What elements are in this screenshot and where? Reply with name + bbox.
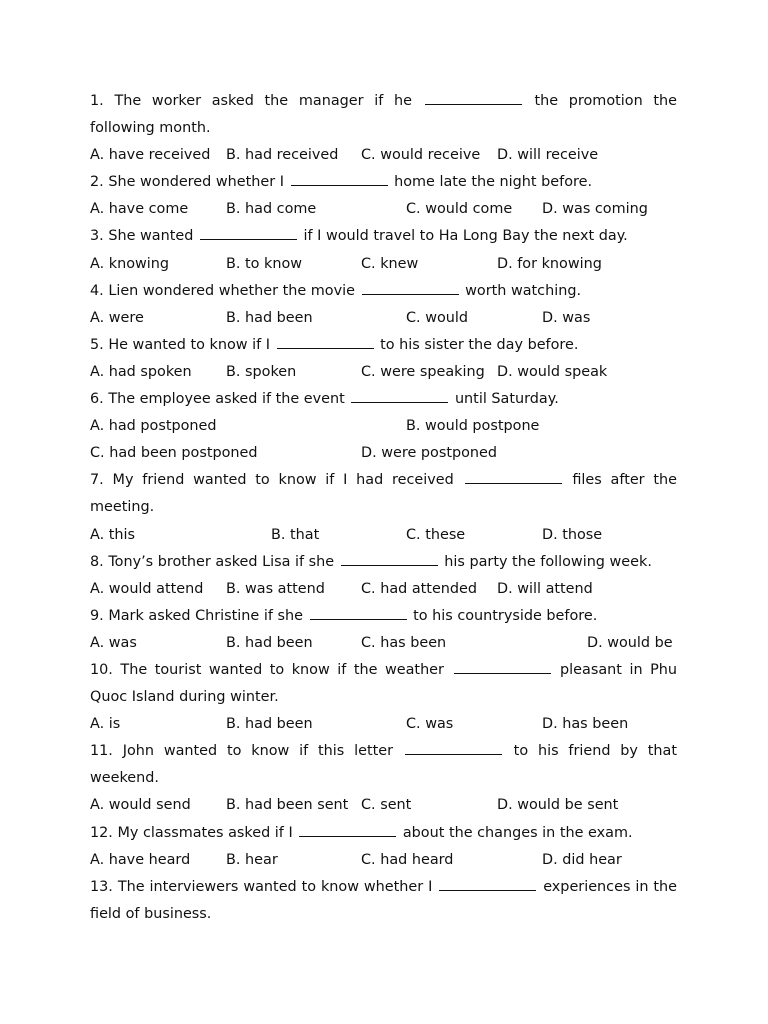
question-text-after: files after the meeting. xyxy=(90,472,678,516)
option-c[interactable]: C. sent xyxy=(361,797,412,814)
option-b[interactable]: B. had received xyxy=(226,147,339,164)
option-d[interactable]: D. those xyxy=(542,526,603,543)
options-10 xyxy=(90,711,677,738)
question-9 xyxy=(90,603,677,630)
question-text-after: to his countryside before. xyxy=(413,607,598,624)
option-c[interactable]: C. had heard xyxy=(361,851,454,868)
options-8 xyxy=(90,576,677,603)
question-text-after: until Saturday. xyxy=(454,391,559,408)
options-1 xyxy=(90,142,677,169)
option-b[interactable]: B. to know xyxy=(226,255,303,272)
option-d[interactable]: D. was xyxy=(542,309,591,326)
option-d[interactable]: D. would be xyxy=(587,634,673,651)
question-text-before: Tony’s brother asked Lisa if she xyxy=(108,553,335,570)
question-12 xyxy=(90,820,677,847)
question-text-after: home late the night before. xyxy=(394,174,593,191)
option-a[interactable]: A. had spoken xyxy=(90,363,192,380)
question-text-after: pleasant in Phu Quoc Island during winter. xyxy=(90,661,678,706)
option-c[interactable]: C. would come xyxy=(406,201,513,218)
question-text-before: The tourist wanted to know if the weather xyxy=(120,661,444,678)
question-text-after: his party the following week. xyxy=(444,553,652,570)
option-a[interactable]: A. was xyxy=(90,634,137,651)
option-d[interactable]: D. was coming xyxy=(542,201,648,218)
question-text-after: the promotion the following month. xyxy=(90,93,678,137)
options-7 xyxy=(90,522,677,549)
question-13 xyxy=(90,874,677,928)
question-text-before: Lien wondered whether the movie xyxy=(108,282,355,299)
option-d[interactable]: D. will receive xyxy=(497,147,599,164)
question-text-before: She wondered whether I xyxy=(108,174,284,191)
option-c[interactable]: C. were speaking xyxy=(361,363,485,380)
options-3 xyxy=(90,251,677,278)
option-c[interactable]: C. had attended xyxy=(361,580,478,597)
question-text-before: Mark asked Christine if she xyxy=(108,607,303,624)
question-10 xyxy=(90,657,677,711)
question-text-before: John wanted to know if this letter xyxy=(122,743,394,760)
question-number: 2. xyxy=(90,174,104,191)
options-12 xyxy=(90,847,677,874)
question-text-before: She wanted xyxy=(108,228,194,245)
answer-blank xyxy=(454,672,551,674)
question-number: 4. xyxy=(90,282,104,299)
option-d[interactable]: D. for knowing xyxy=(497,255,602,272)
option-a[interactable]: A. would send xyxy=(90,797,191,814)
question-11 xyxy=(90,738,677,792)
question-number: 7. xyxy=(90,472,104,489)
option-b[interactable]: B. hear xyxy=(226,851,278,868)
option-a[interactable]: A. have come xyxy=(90,201,189,218)
question-text-before: He wanted to know if I xyxy=(108,336,270,353)
option-a[interactable]: A. had postponed xyxy=(90,418,217,435)
option-c[interactable]: C. has been xyxy=(361,634,447,651)
question-number: 6. xyxy=(90,391,104,408)
option-b[interactable]: B. would postpone xyxy=(406,418,540,435)
option-b[interactable]: B. had been xyxy=(226,309,313,326)
question-text-before: The employee asked if the event xyxy=(108,391,345,408)
options-9 xyxy=(90,630,677,657)
answer-blank xyxy=(439,889,536,891)
option-b[interactable]: B. had been xyxy=(226,716,313,733)
answer-blank xyxy=(465,482,562,484)
question-number: 3. xyxy=(90,228,104,245)
question-number: 1. xyxy=(90,93,104,109)
question-text-before: The interviewers wanted to know whether I xyxy=(117,878,433,895)
option-a[interactable]: A. this xyxy=(90,526,135,543)
answer-blank xyxy=(277,347,374,349)
options-4 xyxy=(90,305,677,332)
answer-blank xyxy=(351,401,448,403)
options-2 xyxy=(90,196,677,223)
option-c[interactable]: C. these xyxy=(406,526,466,543)
question-text-before: My friend wanted to know if I had received xyxy=(112,472,454,489)
question-text-after: worth watching. xyxy=(465,282,582,299)
question-1 xyxy=(90,88,677,142)
option-d[interactable]: D. has been xyxy=(542,716,629,733)
question-text-after: to his friend by that weekend. xyxy=(90,743,678,787)
answer-blank xyxy=(299,835,396,837)
question-2 xyxy=(90,169,677,196)
question-4 xyxy=(90,278,677,305)
question-3 xyxy=(90,223,677,250)
question-number: 9. xyxy=(90,607,104,624)
option-c[interactable]: C. had been postponed xyxy=(90,445,258,462)
option-c[interactable]: C. was xyxy=(406,716,454,733)
options-6a xyxy=(90,413,677,440)
answer-blank xyxy=(362,293,459,295)
option-b[interactable]: B. had been xyxy=(226,634,313,651)
options-6b xyxy=(90,440,677,467)
option-a[interactable]: A. is xyxy=(90,716,121,733)
question-number: 11. xyxy=(90,743,113,760)
option-b[interactable]: B. spoken xyxy=(226,363,297,380)
answer-blank xyxy=(341,564,438,566)
question-text-after: about the changes in the exam. xyxy=(402,824,633,841)
option-b[interactable]: B. had been sent xyxy=(226,797,349,814)
question-5 xyxy=(90,332,677,359)
option-a[interactable]: A. would attend xyxy=(90,580,204,597)
question-number: 12. xyxy=(90,824,113,841)
option-d[interactable]: D. will attend xyxy=(497,580,593,597)
option-b[interactable]: B. had come xyxy=(226,201,317,218)
options-11 xyxy=(90,792,677,819)
answer-blank xyxy=(425,103,522,105)
option-d[interactable]: D. would be sent xyxy=(497,797,619,814)
option-b[interactable]: B. that xyxy=(271,526,320,543)
option-d[interactable]: D. would speak xyxy=(497,363,608,380)
question-text-after: to his sister the day before. xyxy=(380,336,579,353)
option-c[interactable]: C. would xyxy=(406,309,469,326)
answer-blank xyxy=(200,238,297,240)
option-c[interactable]: C. knew xyxy=(361,255,419,272)
question-8 xyxy=(90,549,677,576)
question-text-after: if I would travel to Ha Long Bay the next day. xyxy=(303,228,628,245)
question-6 xyxy=(90,386,677,413)
option-a[interactable]: A. were xyxy=(90,309,144,326)
option-a[interactable]: A. have heard xyxy=(90,851,191,868)
option-c[interactable]: C. would receive xyxy=(361,147,481,164)
answer-blank xyxy=(310,618,407,620)
question-number: 8. xyxy=(90,553,104,570)
options-5 xyxy=(90,359,677,386)
question-number: 10. xyxy=(90,661,113,678)
option-a[interactable]: A. knowing xyxy=(90,255,170,272)
question-number: 5. xyxy=(90,336,104,353)
option-b[interactable]: B. was attend xyxy=(226,580,325,597)
option-d[interactable]: D. were postponed xyxy=(361,445,498,462)
answer-blank xyxy=(291,184,388,186)
question-7 xyxy=(90,467,677,521)
worksheet xyxy=(90,88,677,928)
option-d[interactable]: D. did hear xyxy=(542,851,622,868)
question-text-after: experiences in the field of business. xyxy=(90,878,678,922)
option-a[interactable]: A. have received xyxy=(90,147,211,164)
answer-blank xyxy=(405,753,502,755)
question-text-before: My classmates asked if I xyxy=(117,824,293,841)
question-text-before: The worker asked the manager if he xyxy=(114,93,412,109)
question-number: 13. xyxy=(90,878,113,895)
